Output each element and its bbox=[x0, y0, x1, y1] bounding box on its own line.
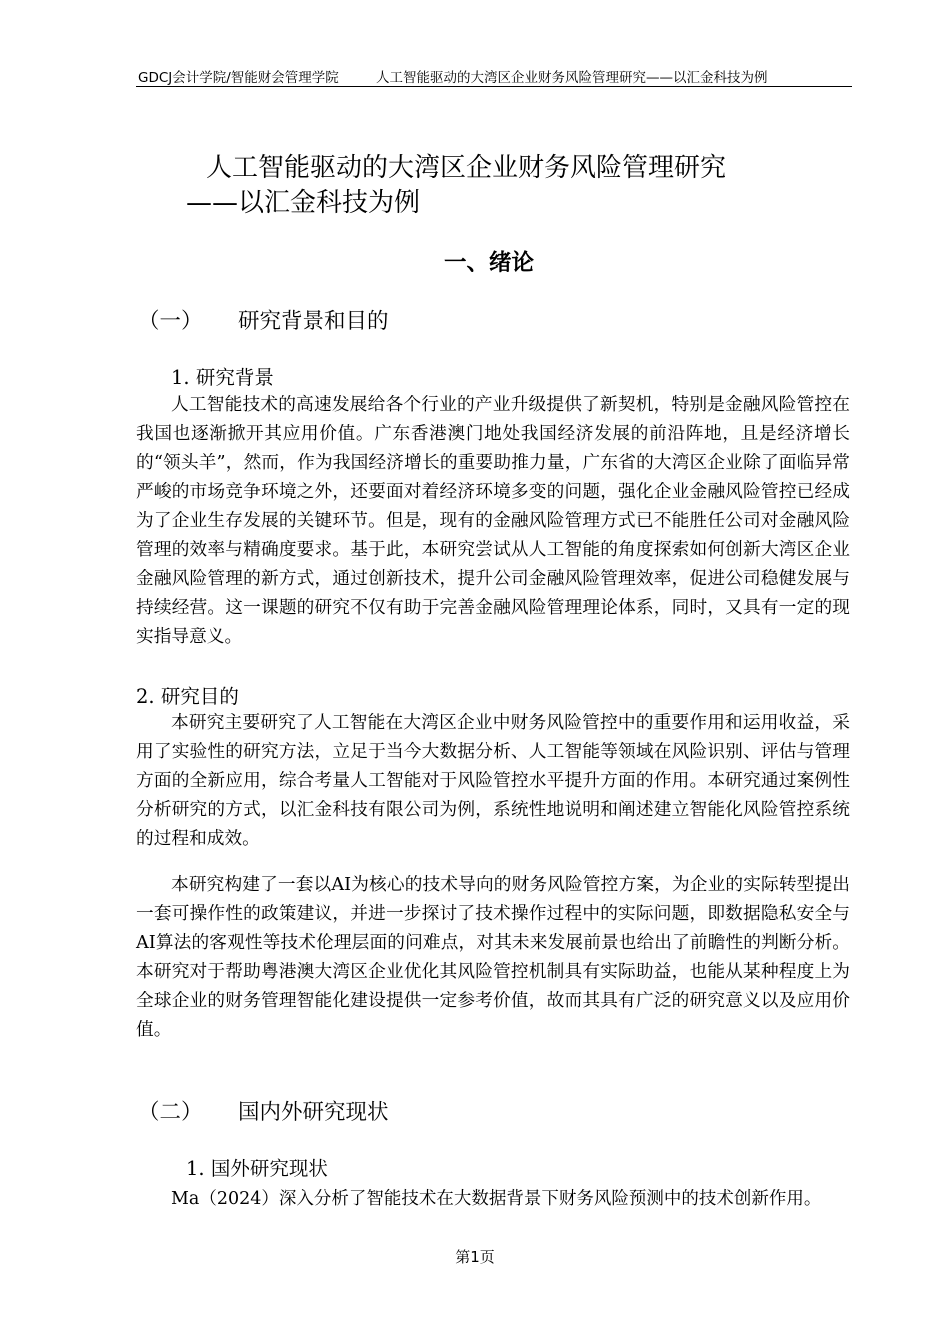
paragraph-research-background: 人工智能技术的高速发展给各个行业的产业升级提供了新契机，特别是金融风险管控在我国也逐渐掀开其应用价值。广东香港澳门地处我国经济发展的前沿阵地，且是经济增长的“领头羊”，然而，作为我国经济增长的重要助推力量，广东省的大湾区企业除了面临异常严峻的市场竞争环境之外，还要面对着经济环境多变的问题，强化企业金融风险管控已经成为了企业生存发展的关键环节。但是，现有的金融风险管理方式已不能胜任公司对金融风险管理的效率与精确度要求。基于此，本研究尝试从人工智能的角度探索如何创新大湾区企业金融风险管理的新方式，通过创新技术，提升公司金融风险管理效率，促进公司稳健发展与持续经营。这一课题的研究不仅有助于完善金融风险管理理论体系，同时，又具有一定的现实指导意义。 bbox=[136, 395, 850, 647]
subsection-heading bbox=[136, 681, 239, 709]
page-number: 第1页 bbox=[455, 1248, 495, 1266]
subsection-number: 1. bbox=[186, 1157, 205, 1180]
section1-number: （一） bbox=[138, 309, 203, 334]
subsection-title: 研究背景 bbox=[195, 366, 274, 389]
subsection-number: 2. bbox=[136, 685, 155, 708]
subsection-heading bbox=[186, 1153, 328, 1181]
running-header-right: 人工智能驱动的大湾区企业财务风险管理研究——以汇金科技为例 bbox=[376, 70, 768, 86]
chapter-heading: 一、绪论 bbox=[444, 250, 535, 276]
subsection-number: 1. bbox=[171, 366, 190, 389]
section1-title: 研究背景和目的 bbox=[238, 309, 389, 334]
section2-number: （二） bbox=[138, 1100, 203, 1125]
subsection-heading bbox=[171, 362, 274, 390]
header-rule bbox=[136, 86, 852, 87]
subsection-title: 国外研究现状 bbox=[210, 1157, 328, 1180]
running-header-left: GDCJ会计学院/智能财会管理学院 bbox=[138, 70, 339, 86]
subsection-title: 研究目的 bbox=[160, 685, 239, 708]
paragraph-foreign-research: Ma（2024）深入分析了智能技术在大数据背景下财务风险预测中的技术创新作用。 bbox=[171, 1189, 822, 1209]
paragraph-research-contribution: 本研究构建了一套以AI为核心的技术导向的财务风险管控方案，为企业的实际转型提出一套可操作性的政策建议，并进一步探讨了技术操作过程中的实际问题，即数据隐私安全与AI算法的客观性等技术伦理层面的问难点，对其未来发展前景也给出了前瞻性的判断分析。本研究对于帮助粤港澳大湾区企业优化其风险管控机制具有实际助益，也能从某种程度上为全球企业的财务管理智能化建设提供一定参考价值，故而其具有广泛的研究意义以及应用价值。 bbox=[136, 875, 850, 1040]
paragraph-research-purpose: 本研究主要研究了人工智能在大湾区企业中财务风险管控中的重要作用和运用收益，采用了实验性的研究方法，立足于当今大数据分析、人工智能等领域在风险识别、评估与管理方面的全新应用，综合考量人工智能对于风险管控水平提升方面的作用。本研究通过案例性分析研究的方式，以汇金科技有限公司为例，系统性地说明和阐述建立智能化风险管控系统的过程和成效。 bbox=[136, 713, 850, 849]
section2-title: 国内外研究现状 bbox=[238, 1100, 389, 1125]
document-title-line1: 人工智能驱动的大湾区企业财务风险管理研究 bbox=[206, 153, 727, 183]
document-title-line2: ——以汇金科技为例 bbox=[186, 188, 421, 218]
